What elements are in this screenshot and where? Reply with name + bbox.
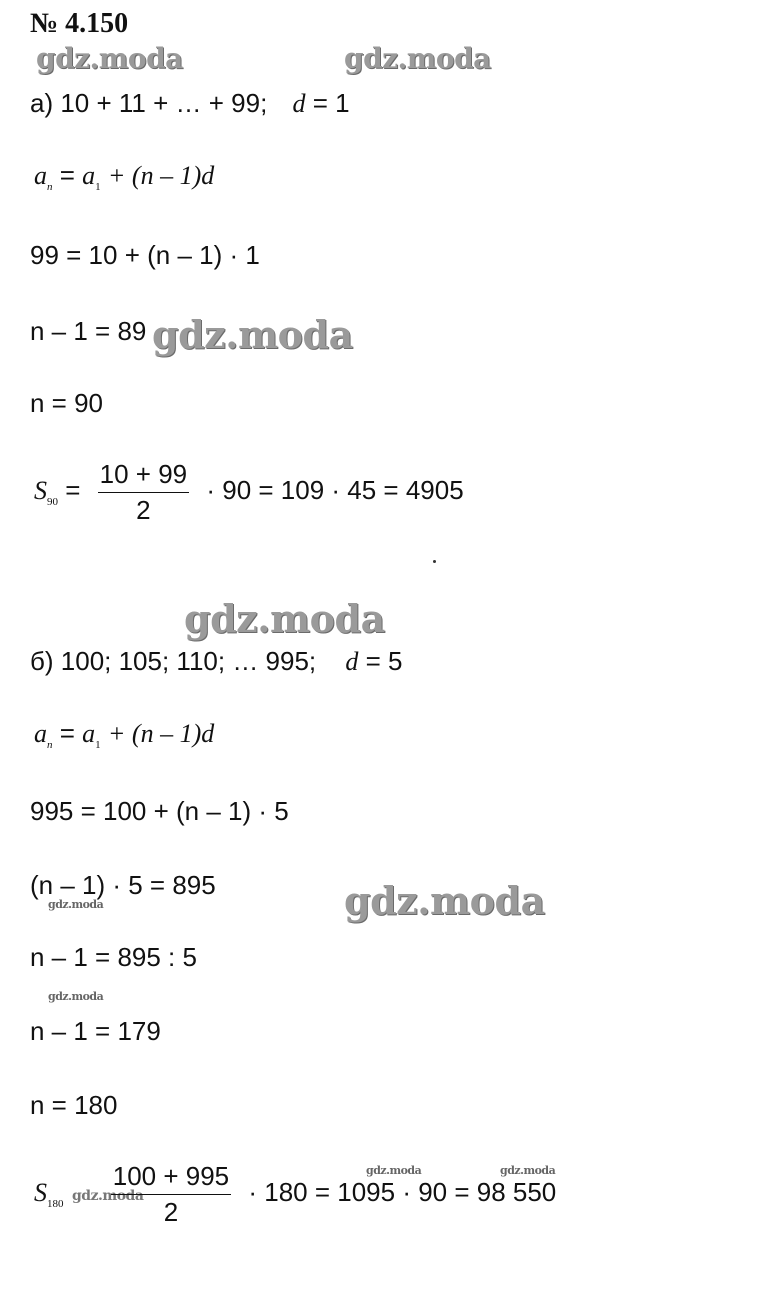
part-a-formula: $a_n = a_1 + (n - 1)d$: [34, 160, 215, 193]
part-b-fraction: $\frac{100 + 995}{2}$: [112, 1161, 230, 1227]
watermark: gdz.moda: [152, 312, 353, 357]
watermark: gdz.moda: [366, 1164, 422, 1177]
part-a-eq3: n = 90: [30, 388, 104, 418]
part-a-eq1: 99 = 10 + (n – 1) · 1: [30, 240, 260, 270]
part-b-d-var: d = 5: [345, 646, 403, 676]
part-a-fraction: $\frac{10 + 99}{2}$: [99, 459, 188, 525]
part-b-statement: [30, 646, 403, 677]
watermark: gdz.moda: [500, 1164, 556, 1177]
part-a-sum: $S_{90}$ = $\frac{10 + 99}{2}$ · 90 = 109 · 45 = 4905: [34, 459, 464, 525]
stray-dot: [433, 560, 436, 563]
part-a-eq2: n – 1 = 89: [30, 316, 147, 346]
part-b-eq5: n = 180: [30, 1090, 118, 1120]
part-b-label: б) 100; 105; 110; … 995;: [30, 646, 317, 676]
watermark: gdz.moda: [344, 878, 545, 923]
part-a-d-var: d = 1: [292, 88, 350, 118]
part-b-eq3: n – 1 = 895 : 5: [30, 942, 197, 972]
part-b-eq2: (n – 1) · 5 = 895: [30, 870, 216, 900]
part-b-eq4: n – 1 = 179: [30, 1016, 161, 1046]
watermark: gdz.moda: [184, 596, 385, 641]
part-a-label: а) 10 + 11 + … + 99;: [30, 88, 268, 118]
part-b-formula: $a_n = a_1 + (n - 1)d$: [34, 718, 215, 751]
part-a-statement: [30, 88, 350, 119]
part-b-sum: $S_{180}$ $\frac{100 + 995}{2}$ · 180 = 1095 · 90 = 98 550: [34, 1161, 557, 1227]
part-b-eq1: 995 = 100 + (n – 1) · 5: [30, 796, 289, 826]
watermark: gdz.moda: [48, 898, 104, 911]
problem-number: № 4.150: [30, 8, 129, 39]
watermark: gdz.moda: [344, 42, 491, 75]
watermark: gdz.moda: [36, 42, 183, 75]
watermark: gdz.moda: [48, 990, 104, 1003]
watermark: gdz.moda: [72, 1188, 144, 1204]
